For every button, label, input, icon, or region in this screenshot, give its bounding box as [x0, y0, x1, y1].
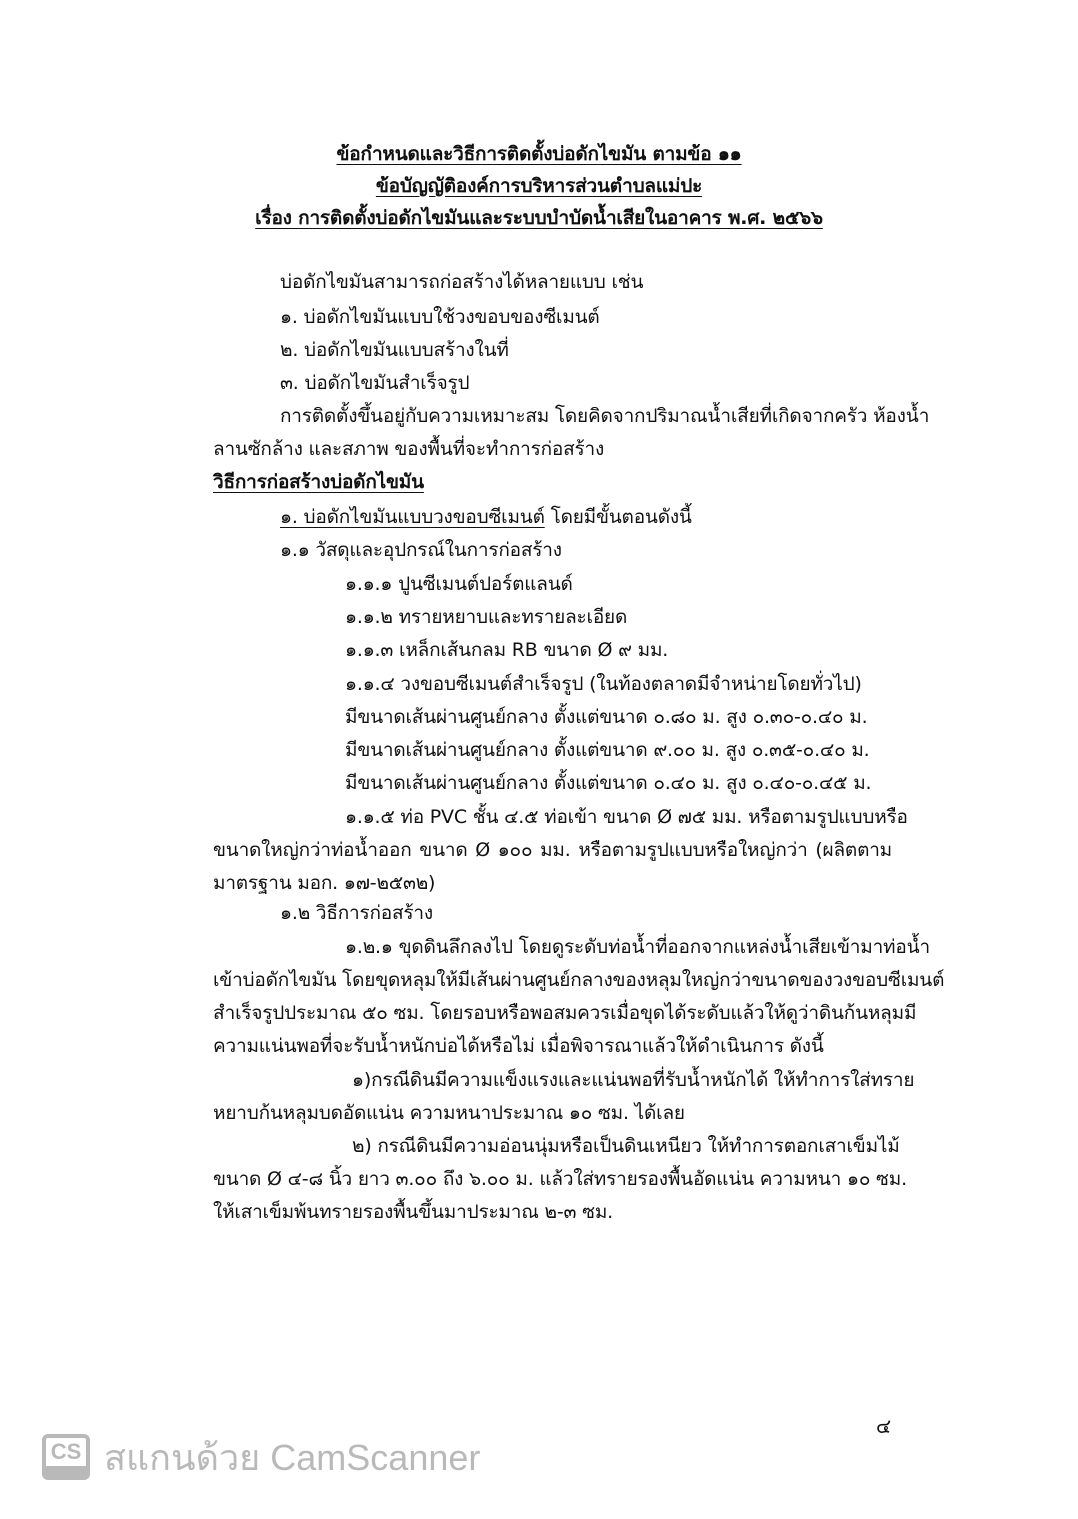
- case-1-line-1: ๑)กรณีดินมีความแข็งแรงและแน่นพอที่รับน้ำหนักได้ ให้ทำการใส่ทราย: [352, 1069, 915, 1091]
- type-item-1: ๑. บ่อดักไขมันแบบใช้วงขอบของซีเมนต์: [280, 306, 600, 328]
- camscanner-logo-bar: [46, 1466, 86, 1476]
- material-1-1-3: ๑.๑.๓ เหล็กเส้นกลม RB ขนาด Ø ๙ มม.: [345, 639, 669, 661]
- title-text-2: ข้อบัญญัติองค์การบริหารส่วนตำบลแม่ปะ: [375, 175, 703, 197]
- ring-size-line-1: มีขนาดเส้นผ่านศูนย์กลาง ตั้งแต่ขนาด ๐.๘๐ ม. สูง ๐.๓๐-๐.๔๐ ม.: [345, 706, 868, 728]
- case-2-line-1: ๒) กรณีดินมีความอ่อนนุ่มหรือเป็นดินเหนียว ให้ทำการตอกเสาเข็มไม้: [352, 1135, 900, 1157]
- camscanner-watermark: [42, 1432, 480, 1482]
- case-2-line-2: ขนาด Ø ๔-๘ นิ้ว ยาว ๓.๐๐ ถึง ๖.๐๐ ม. แล้วใส่ทรายรองพื้นอัดแน่น ความหนา ๑๐ ซม.: [213, 1168, 907, 1190]
- type-item-3: ๓. บ่อดักไขมันสำเร็จรูป: [280, 372, 470, 394]
- ring-size-line-2: มีขนาดเส้นผ่านศูนย์กลาง ตั้งแต่ขนาด ๙.๐๐ ม. สูง ๐.๓๕-๐.๔๐ ม.: [345, 739, 870, 761]
- ring-size-line-3: มีขนาดเส้นผ่านศูนย์กลาง ตั้งแต่ขนาด ๐.๔๐ ม. สูง ๐.๔๐-๐.๔๕ ม.: [345, 772, 872, 794]
- title-text-3: เรื่อง การติดตั้งบ่อดักไขมันและระบบบำบัดน้ำเสียในอาคาร พ.ศ. ๒๕๖๖: [255, 207, 823, 229]
- camscanner-watermark-text: สแกนด้วย CamScanner: [104, 1436, 481, 1478]
- camscanner-logo-icon: [42, 1434, 90, 1480]
- subsection-1-2: ๑.๒ วิธีการก่อสร้าง: [280, 902, 433, 924]
- section-heading: วิธีการก่อสร้างบ่อดักไขมัน: [213, 471, 424, 493]
- dig-line-3: สำเร็จรูปประมาณ ๕๐ ซม. โดยรอบหรือพอสมควรเมื่อขุดได้ระดับแล้วให้ดูว่าดินก้นหลุมมี: [213, 1002, 917, 1024]
- material-1-1-2: ๑.๑.๒ ทรายหยาบและทรายละเอียด: [345, 606, 628, 628]
- intro-paragraph-line-1: การติดตั้งขึ้นอยู่กับความเหมาะสม โดยคิดจากปริมาณน้ำเสียที่เกิดจากครัว ห้องน้ำ: [280, 405, 930, 427]
- case-2-line-3: ให้เสาเข็มพ้นทรายรองพื้นขึ้นมาประมาณ ๒-๓ ซม.: [213, 1201, 613, 1223]
- type-item-2: ๒. บ่อดักไขมันแบบสร้างในที่: [280, 339, 509, 361]
- subsection-1-1: ๑.๑ วัสดุและอุปกรณ์ในการก่อสร้าง: [280, 539, 562, 561]
- pvc-line-1: ๑.๑.๕ ท่อ PVC ชั้น ๔.๕ ท่อเข้า ขนาด Ø ๗๕ มม. หรือตามรูปแบบหรือ: [345, 806, 908, 828]
- method-1-title: ๑. บ่อดักไขมันแบบวงขอบซีเมนต์: [280, 506, 545, 528]
- dig-line-2: เข้าบ่อดักไขมัน โดยขุดหลุมให้มีเส้นผ่านศูนย์กลางของหลุมใหญ่กว่าขนาดของวงขอบซีเมนต์: [213, 969, 945, 991]
- material-1-1-4: ๑.๑.๔ วงขอบซีเมนต์สำเร็จรูป (ในท้องตลาดมีจำหน่ายโดยทั่วไป): [345, 673, 862, 695]
- document-title-line-1: [0, 140, 1078, 168]
- method-1-suffix: โดยมีขั้นตอนดังนี้: [544, 506, 692, 528]
- method-1-line: [280, 503, 692, 531]
- camscanner-logo-text: CS: [50, 1439, 82, 1464]
- title-text-1: ข้อกำหนดและวิธีการติดตั้งบ่อดักไขมัน ตามข้อ ๑๑: [336, 143, 742, 165]
- document-title-line-3: [0, 204, 1078, 232]
- dig-line-1: ๑.๒.๑ ขุดดินลึกลงไป โดยดูระดับท่อน้ำที่ออกจากแหล่งน้ำเสียเข้ามาท่อน้ำ: [345, 936, 931, 958]
- intro-lead: บ่อดักไขมันสามารถก่อสร้างได้หลายแบบ เช่น: [280, 271, 644, 293]
- document-title-line-2: [0, 172, 1078, 200]
- page-number: ๔: [876, 1414, 892, 1438]
- intro-paragraph-line-2: ลานซักล้าง และสภาพ ของพื้นที่จะทำการก่อสร้าง: [213, 438, 605, 460]
- pvc-line-3: มาตรฐาน มอก. ๑๗-๒๕๓๒): [213, 872, 436, 894]
- dig-line-4: ความแน่นพอที่จะรับน้ำหนักบ่อได้หรือไม่ เมื่อพิจารณาแล้วให้ดำเนินการ ดังนี้: [213, 1035, 824, 1057]
- pvc-line-2: ขนาดใหญ่กว่าท่อน้ำออก ขนาด Ø ๑๐๐ มม. หรือตามรูปแบบหรือใหญ่กว่า (ผลิตตาม: [213, 839, 892, 861]
- case-1-line-2: หยาบก้นหลุมบดอัดแน่น ความหนาประมาณ ๑๐ ซม. ได้เลย: [213, 1102, 685, 1124]
- material-1-1-1: ๑.๑.๑ ปูนซีเมนต์ปอร์ตแลนด์: [345, 573, 573, 595]
